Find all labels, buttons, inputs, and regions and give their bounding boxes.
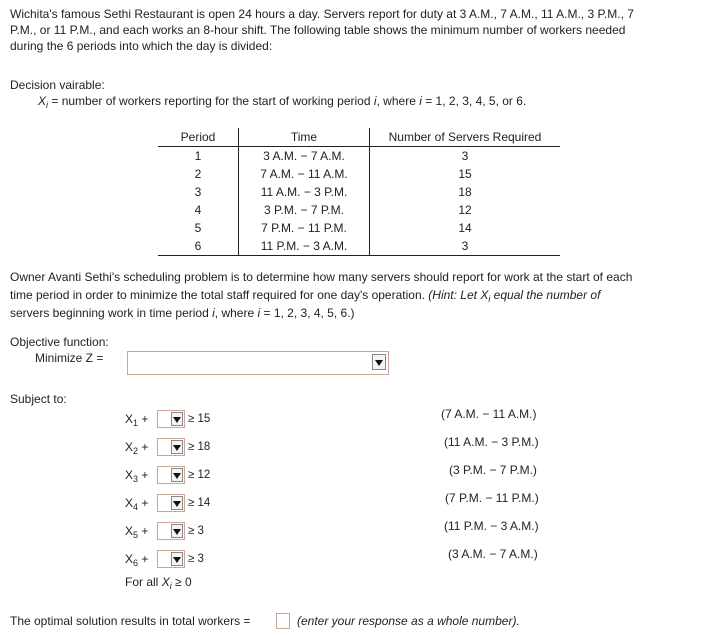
table-row: 3 11 A.M. − 3 P.M. 18 <box>158 183 560 201</box>
table-row: 6 11 P.M. − 3 A.M. 3 <box>158 237 560 256</box>
constraint-3-select[interactable] <box>157 466 185 484</box>
decision-heading: Decision vairable: <box>10 78 105 92</box>
servers-table <box>158 128 560 256</box>
constraint-6-label: $X_6$ + <box>125 552 149 568</box>
constraint-2-rhs: ≥ 18 <box>188 441 211 453</box>
constraint-1-label: $X_1$ + <box>125 412 149 428</box>
constraint-3-period: (3 P.M. − 7 P.M.) <box>449 463 537 477</box>
constraint-4-label: $X_4$ + <box>125 496 149 512</box>
constraint-6-period: (3 A.M. − 7 A.M.) <box>448 547 538 561</box>
table-row: 4 3 P.M. − 7 P.M. 12 <box>158 201 560 219</box>
intro-paragraph <box>10 6 700 54</box>
total-workers-input[interactable] <box>276 613 290 629</box>
constraint-5-select[interactable] <box>157 522 185 540</box>
table-row: 1 3 A.M. − 7 A.M. 3 <box>158 147 560 166</box>
dropdown-arrow-icon[interactable] <box>171 440 183 454</box>
dropdown-arrow-icon[interactable] <box>372 354 386 370</box>
constraint-4-select[interactable] <box>157 494 185 512</box>
constraint-4-period: (7 P.M. − 11 P.M.) <box>445 491 539 505</box>
objective-label: Minimize Z = <box>35 351 104 365</box>
decision-definition: $X_i$ = number of workers reporting for the start of working period i, where i = 1, 2, 3, 4, 5, or 6. <box>38 94 527 110</box>
constraint-3-rhs: ≥ 12 <box>188 469 211 481</box>
constraint-6-rhs: ≥ 3 <box>188 553 204 565</box>
objective-function-select[interactable] <box>127 351 389 375</box>
table-header-row <box>158 128 560 147</box>
answer-prompt: The optimal solution results in total workers = <box>10 614 251 628</box>
objective-heading: Objective function: <box>10 335 109 349</box>
header-period: Period <box>158 128 239 147</box>
problem-line: servers beginning work in time period i, where i = 1, 2, 3, 4, 5, 6.) <box>10 306 355 320</box>
dropdown-arrow-icon[interactable] <box>171 496 183 510</box>
constraint-2-label: $X_2$ + <box>125 440 149 456</box>
constraint-1-rhs: ≥ 15 <box>188 413 211 425</box>
constraint-4-rhs: ≥ 14 <box>188 497 211 509</box>
answer-note: (enter your response as a whole number). <box>297 614 520 628</box>
dropdown-arrow-icon[interactable] <box>171 412 183 426</box>
constraint-5-label: $X_5$ + <box>125 524 149 540</box>
constraint-1-select[interactable] <box>157 410 185 428</box>
problem-line: Owner Avanti Sethi's scheduling problem is to determine how many servers should report for work at the start of each <box>10 270 633 284</box>
header-time: Time <box>239 128 370 147</box>
nonnegativity-constraint: For all $X_i \ge 0$ <box>125 575 192 591</box>
var-x: X <box>38 94 47 108</box>
constraint-3-label: $X_3$ + <box>125 468 149 484</box>
header-servers: Number of Servers Required <box>370 128 561 147</box>
problem-line: time period in order to minimize the total staff required for one day's operation. (Hint: Let $X_i$ equal the number of <box>10 288 601 304</box>
dropdown-arrow-icon[interactable] <box>171 552 183 566</box>
table-row: 2 7 A.M. − 11 A.M. 15 <box>158 165 560 183</box>
intro-line: P.M., or 11 P.M., and each works an 8-hour shift. The following table shows the minimum number of workers needed <box>10 23 626 37</box>
constraint-1-period: (7 A.M. − 11 A.M.) <box>441 407 537 421</box>
intro-line: Wichita's famous Sethi Restaurant is open 24 hours a day. Servers report for duty at 3 A.M., 7 A.M., 11 A.M., 3 P.M., 7 <box>10 7 634 21</box>
constraint-6-select[interactable] <box>157 550 185 568</box>
constraint-5-period: (11 P.M. − 3 A.M.) <box>444 519 539 533</box>
intro-line: during the 6 periods into which the day is divided: <box>10 39 273 53</box>
table-row: 5 7 P.M. − 11 P.M. 14 <box>158 219 560 237</box>
dropdown-arrow-icon[interactable] <box>171 524 183 538</box>
dropdown-arrow-icon[interactable] <box>171 468 183 482</box>
problem-paragraph <box>10 268 705 322</box>
constraint-5-rhs: ≥ 3 <box>188 525 204 537</box>
constraint-2-select[interactable] <box>157 438 185 456</box>
constraints-heading: Subject to: <box>10 392 67 406</box>
constraint-2-period: (11 A.M. − 3 P.M.) <box>444 435 539 449</box>
